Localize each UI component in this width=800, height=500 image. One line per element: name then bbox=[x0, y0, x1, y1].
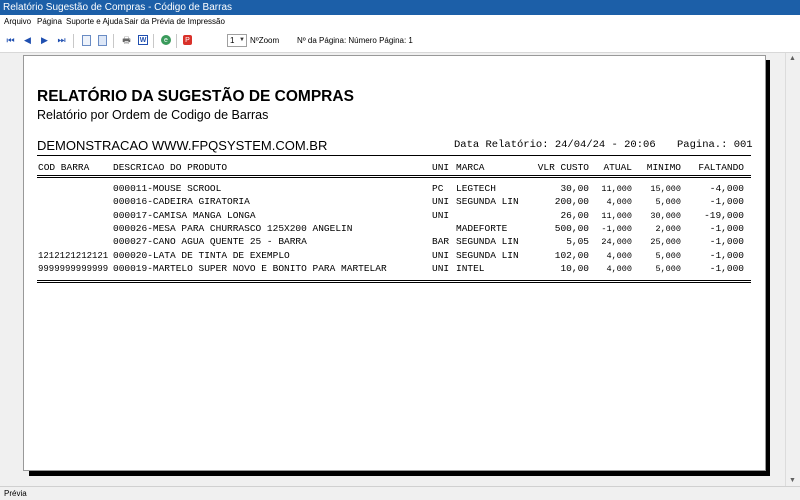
report-page bbox=[23, 55, 766, 471]
row-minimo: 30,000 bbox=[650, 210, 681, 221]
row-minimo: 5,000 bbox=[655, 197, 681, 208]
last-page-icon[interactable]: ⏭ bbox=[57, 35, 66, 45]
col-faltando: FALTANDO bbox=[698, 162, 744, 173]
two-pages-icon[interactable] bbox=[98, 35, 107, 46]
row-uni: PC bbox=[432, 183, 444, 194]
col-vlr-custo: VLR CUSTO bbox=[537, 162, 589, 173]
row-faltando: -1,000 bbox=[709, 236, 744, 248]
col-minimo: MINIMO bbox=[646, 162, 681, 173]
window-title: Relatório Sugestão de Compras - Código de Barras bbox=[0, 0, 800, 15]
zoom-value: 1 bbox=[230, 36, 235, 45]
menu-arquivo[interactable]: Arquivo bbox=[4, 17, 32, 26]
row-atual: 11,000 bbox=[601, 184, 632, 194]
row-marca: LEGTECH bbox=[456, 183, 496, 194]
row-vlr-custo: 26,00 bbox=[560, 209, 589, 221]
row-uni: UNI bbox=[432, 262, 450, 274]
globe-icon[interactable]: e bbox=[161, 35, 171, 45]
row-vlr-custo: 500,00 bbox=[554, 222, 589, 234]
row-cod-barra: 1212121212121 bbox=[38, 250, 109, 261]
row-atual: 4,000 bbox=[606, 263, 632, 274]
row-atual: 11,000 bbox=[601, 210, 632, 221]
toolbar-separator bbox=[176, 34, 177, 48]
col-marca: MARCA bbox=[456, 162, 485, 173]
row-uni: BAR bbox=[432, 236, 450, 248]
col-atual: ATUAL bbox=[603, 162, 632, 173]
row-descricao: 000027-CANO AGUA QUENTE 25 - BARRA bbox=[113, 236, 307, 248]
first-page-icon[interactable]: ⏮ bbox=[6, 35, 15, 45]
print-icon[interactable]: 🖶 bbox=[122, 35, 131, 45]
row-marca: MADEFORTE bbox=[456, 222, 508, 234]
row-descricao: 000016-CADEIRA GIRATORIA bbox=[113, 196, 250, 208]
footer-rule bbox=[37, 280, 751, 283]
row-descricao: 000020-LATA DE TINTA DE EXEMPLO bbox=[113, 249, 290, 261]
row-atual: -1,000 bbox=[601, 223, 632, 234]
row-vlr-custo: 200,00 bbox=[554, 196, 589, 208]
row-descricao: 000011-MOUSE SCROOL bbox=[113, 183, 222, 194]
zoom-select[interactable] bbox=[227, 34, 247, 47]
header-rule bbox=[37, 155, 751, 156]
row-minimo: 5,000 bbox=[655, 263, 681, 274]
col-descricao: DESCRICAO DO PRODUTO bbox=[113, 162, 228, 173]
row-marca: SEGUNDA LIN bbox=[456, 236, 519, 248]
toolbar bbox=[0, 29, 800, 53]
row-descricao: 000017-CAMISA MANGA LONGA bbox=[113, 209, 256, 221]
row-faltando: -4,000 bbox=[709, 183, 744, 194]
report-page-number: Pagina.: 001 bbox=[677, 139, 753, 151]
row-marca: SEGUNDA LIN bbox=[456, 196, 519, 208]
row-descricao: 000019-MARTELO SUPER NOVO E BONITO PARA MARTELAR bbox=[113, 262, 387, 274]
row-cod-barra: 9999999999999 bbox=[38, 263, 109, 274]
scroll-down-icon[interactable]: ▼ bbox=[789, 477, 796, 484]
row-atual: 4,000 bbox=[606, 250, 632, 261]
row-faltando: -19,000 bbox=[704, 209, 744, 221]
row-faltando: -1,000 bbox=[709, 222, 744, 234]
word-export-icon[interactable]: W bbox=[139, 36, 147, 44]
report-subtitle: Relatório por Ordem de Codigo de Barras bbox=[37, 108, 269, 122]
row-uni: UNI bbox=[432, 196, 450, 208]
row-faltando: -1,000 bbox=[709, 249, 744, 261]
row-atual: 4,000 bbox=[606, 197, 632, 208]
row-vlr-custo: 30,00 bbox=[560, 183, 589, 194]
row-faltando: -1,000 bbox=[709, 196, 744, 208]
page-number-label: Nº da Página: Número Página: 1 bbox=[297, 36, 413, 45]
row-vlr-custo: 102,00 bbox=[554, 249, 589, 261]
row-marca: SEGUNDA LIN bbox=[456, 249, 519, 261]
menu-pagina[interactable]: Página bbox=[37, 17, 62, 26]
row-uni: UNI bbox=[432, 209, 450, 221]
report-title: RELATÓRIO DA SUGESTÃO DE COMPRAS bbox=[37, 88, 354, 105]
pdf-icon[interactable]: P bbox=[183, 35, 192, 45]
report-date: Data Relatório: 24/04/24 - 20:06 bbox=[454, 139, 656, 151]
prev-page-icon[interactable]: ◀ bbox=[24, 35, 31, 45]
menu-suporte-ajuda[interactable]: Suporte e Ajuda bbox=[66, 17, 123, 26]
row-minimo: 25,000 bbox=[650, 237, 681, 248]
zoom-label: NºZoom bbox=[250, 36, 280, 45]
row-vlr-custo: 5,05 bbox=[566, 236, 589, 248]
row-uni: UNI bbox=[432, 249, 450, 261]
vertical-scrollbar[interactable] bbox=[785, 53, 800, 486]
toolbar-separator bbox=[73, 34, 74, 48]
status-bar: Prévia bbox=[0, 486, 800, 500]
menu-sair-previa[interactable]: Sair da Prévia de Impressão bbox=[124, 17, 225, 26]
row-vlr-custo: 10,00 bbox=[560, 262, 589, 274]
scroll-up-icon[interactable]: ▲ bbox=[789, 55, 796, 62]
row-faltando: -1,000 bbox=[709, 262, 744, 274]
row-atual: 24,000 bbox=[601, 237, 632, 248]
row-minimo: 5,000 bbox=[655, 250, 681, 261]
menu-bar bbox=[0, 15, 800, 29]
row-minimo: 2,000 bbox=[655, 223, 681, 234]
row-minimo: 15,000 bbox=[650, 184, 681, 194]
row-descricao: 000026-MESA PARA CHURRASCO 125X200 ANGELIN bbox=[113, 222, 353, 234]
columns-rule bbox=[37, 175, 751, 178]
col-cod-barra: COD BARRA bbox=[38, 162, 90, 173]
toolbar-separator bbox=[153, 34, 154, 48]
page-icon[interactable] bbox=[82, 35, 91, 46]
toolbar-separator bbox=[113, 34, 114, 48]
row-marca: INTEL bbox=[456, 262, 485, 274]
company-name: DEMONSTRACAO WWW.FPQSYSTEM.COM.BR bbox=[37, 138, 328, 153]
next-page-icon[interactable]: ▶ bbox=[41, 35, 48, 45]
chevron-down-icon: ▼ bbox=[239, 37, 245, 43]
col-uni: UNI bbox=[432, 162, 450, 173]
